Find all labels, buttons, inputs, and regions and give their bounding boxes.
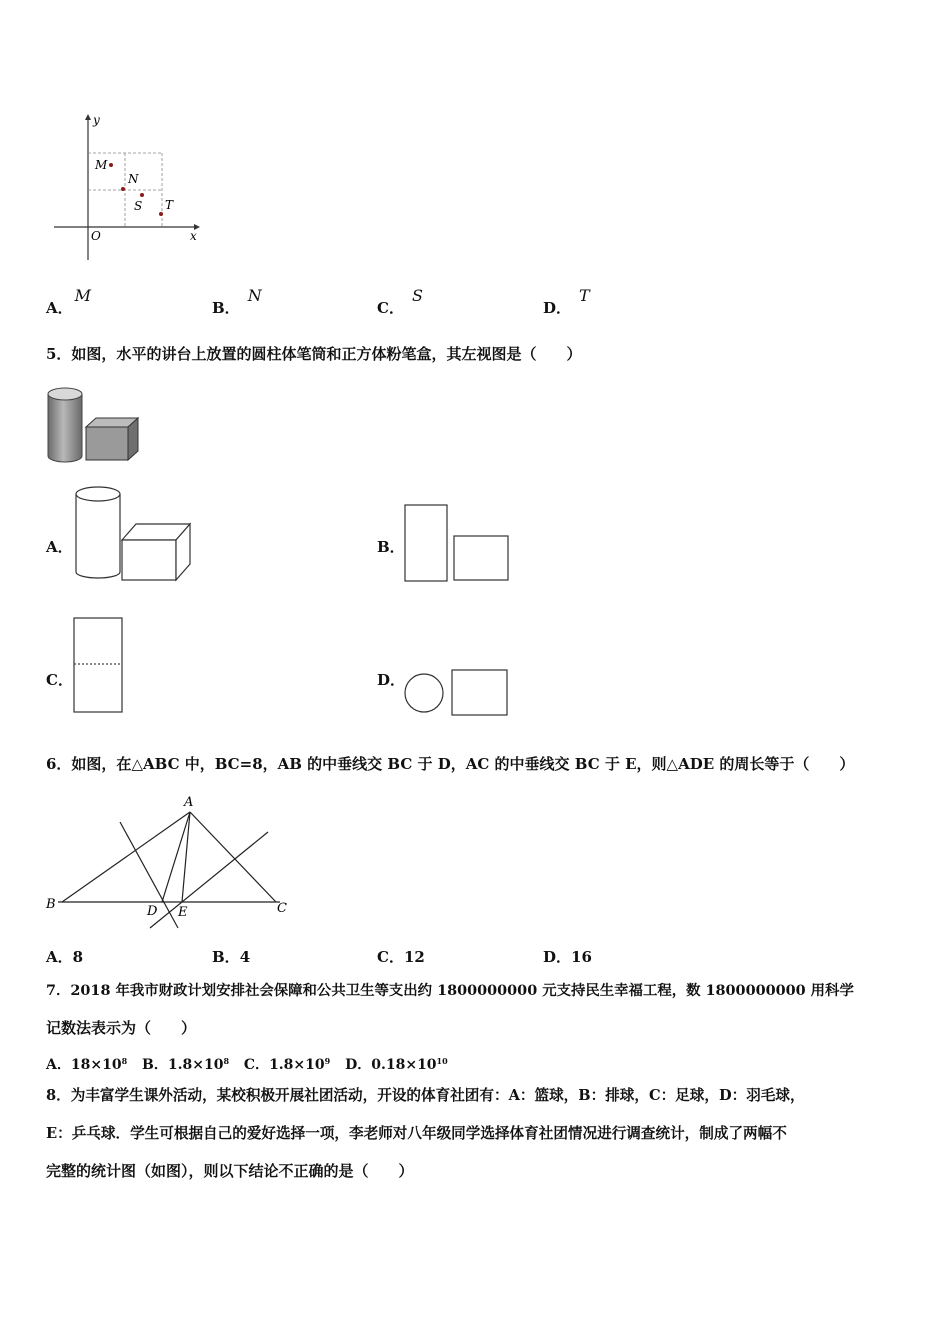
y-label: y xyxy=(93,113,100,127)
q4-option-b[interactable]: B．N xyxy=(212,286,262,317)
n-label: N xyxy=(128,172,139,186)
label-e: E xyxy=(178,905,188,920)
q4-option-a[interactable]: A．M xyxy=(46,286,92,317)
point-n xyxy=(121,187,125,191)
triangle-figure xyxy=(44,792,292,930)
q7-option-b[interactable]: B．$1.8\times 10^8$ xyxy=(142,1056,230,1073)
t-label: T xyxy=(165,198,174,212)
origin-label: O xyxy=(91,229,101,243)
label-c: C xyxy=(277,901,287,916)
coordinate-figure xyxy=(48,112,208,262)
q7-option-a[interactable]: A．$18\times 10^8$ xyxy=(46,1056,128,1073)
q5-photo xyxy=(44,384,144,466)
q5-option-c[interactable]: C． xyxy=(46,671,73,689)
q5-option-d[interactable]: D． xyxy=(377,671,406,689)
q7-option-d[interactable]: D．$0.18\times 10^{10}$ xyxy=(345,1056,448,1073)
label-d: D xyxy=(147,904,158,919)
q6-option-c[interactable]: C．12 xyxy=(377,948,425,966)
q4-option-d[interactable]: D．T xyxy=(543,286,590,317)
point-t xyxy=(159,212,163,216)
q7-text-line2: 记数法表示为（ ） xyxy=(46,1019,197,1037)
s-label: S xyxy=(134,199,143,213)
q5-option-b-figure xyxy=(402,502,512,584)
point-m xyxy=(109,163,113,167)
q5-option-d-figure xyxy=(402,666,512,718)
q7-options xyxy=(46,1051,448,1075)
q5-text: 5．如图，水平的讲台上放置的圆柱体笔筒和正方体粉笔盒，其左视图是（ ） xyxy=(46,345,582,363)
q5-option-b[interactable]: B． xyxy=(377,538,405,556)
q7-option-c[interactable]: C．$1.8\times 10^9$ xyxy=(243,1056,331,1073)
q5-option-a[interactable]: A． xyxy=(46,538,73,556)
x-label: x xyxy=(190,229,197,243)
q5-option-a-figure xyxy=(72,484,194,584)
q5-option-c-figure xyxy=(72,615,126,715)
q6-text: 6．如图，在△ABC 中，BC=8，AB 的中垂线交 BC 于 D，AC 的中垂线交 BC 于 E，则△ADE 的周长等于（ ） xyxy=(46,755,855,773)
q6-option-b[interactable]: B．4 xyxy=(212,948,251,966)
q4-option-c[interactable]: C．S xyxy=(377,286,423,317)
label-b: B xyxy=(46,897,56,912)
q6-option-d[interactable]: D．16 xyxy=(543,948,592,966)
m-label: M xyxy=(95,158,108,172)
q8-text-line2: E：乒乓球．学生可根据自己的爱好选择一项，李老师对八年级同学选择体育社团情况进行调查统计，制成了两幅不 xyxy=(46,1125,787,1142)
q6-option-a[interactable]: A．8 xyxy=(46,948,84,966)
q8-text-line3: 完整的统计图（如图），则以下结论不正确的是（ ） xyxy=(46,1162,414,1180)
label-a: A xyxy=(184,795,194,810)
q7-text-line1: 7．2018 年我市财政计划安排社会保障和公共卫生等支出约 1800000000 元支持民生幸福工程，数 1800000000 用科学 xyxy=(46,982,854,999)
point-s xyxy=(140,193,144,197)
q8-text-line1: 8．为丰富学生课外活动，某校积极开展社团活动，开设的体育社团有：A：篮球，B：排球，C：足球，D：羽毛球， xyxy=(46,1087,805,1104)
